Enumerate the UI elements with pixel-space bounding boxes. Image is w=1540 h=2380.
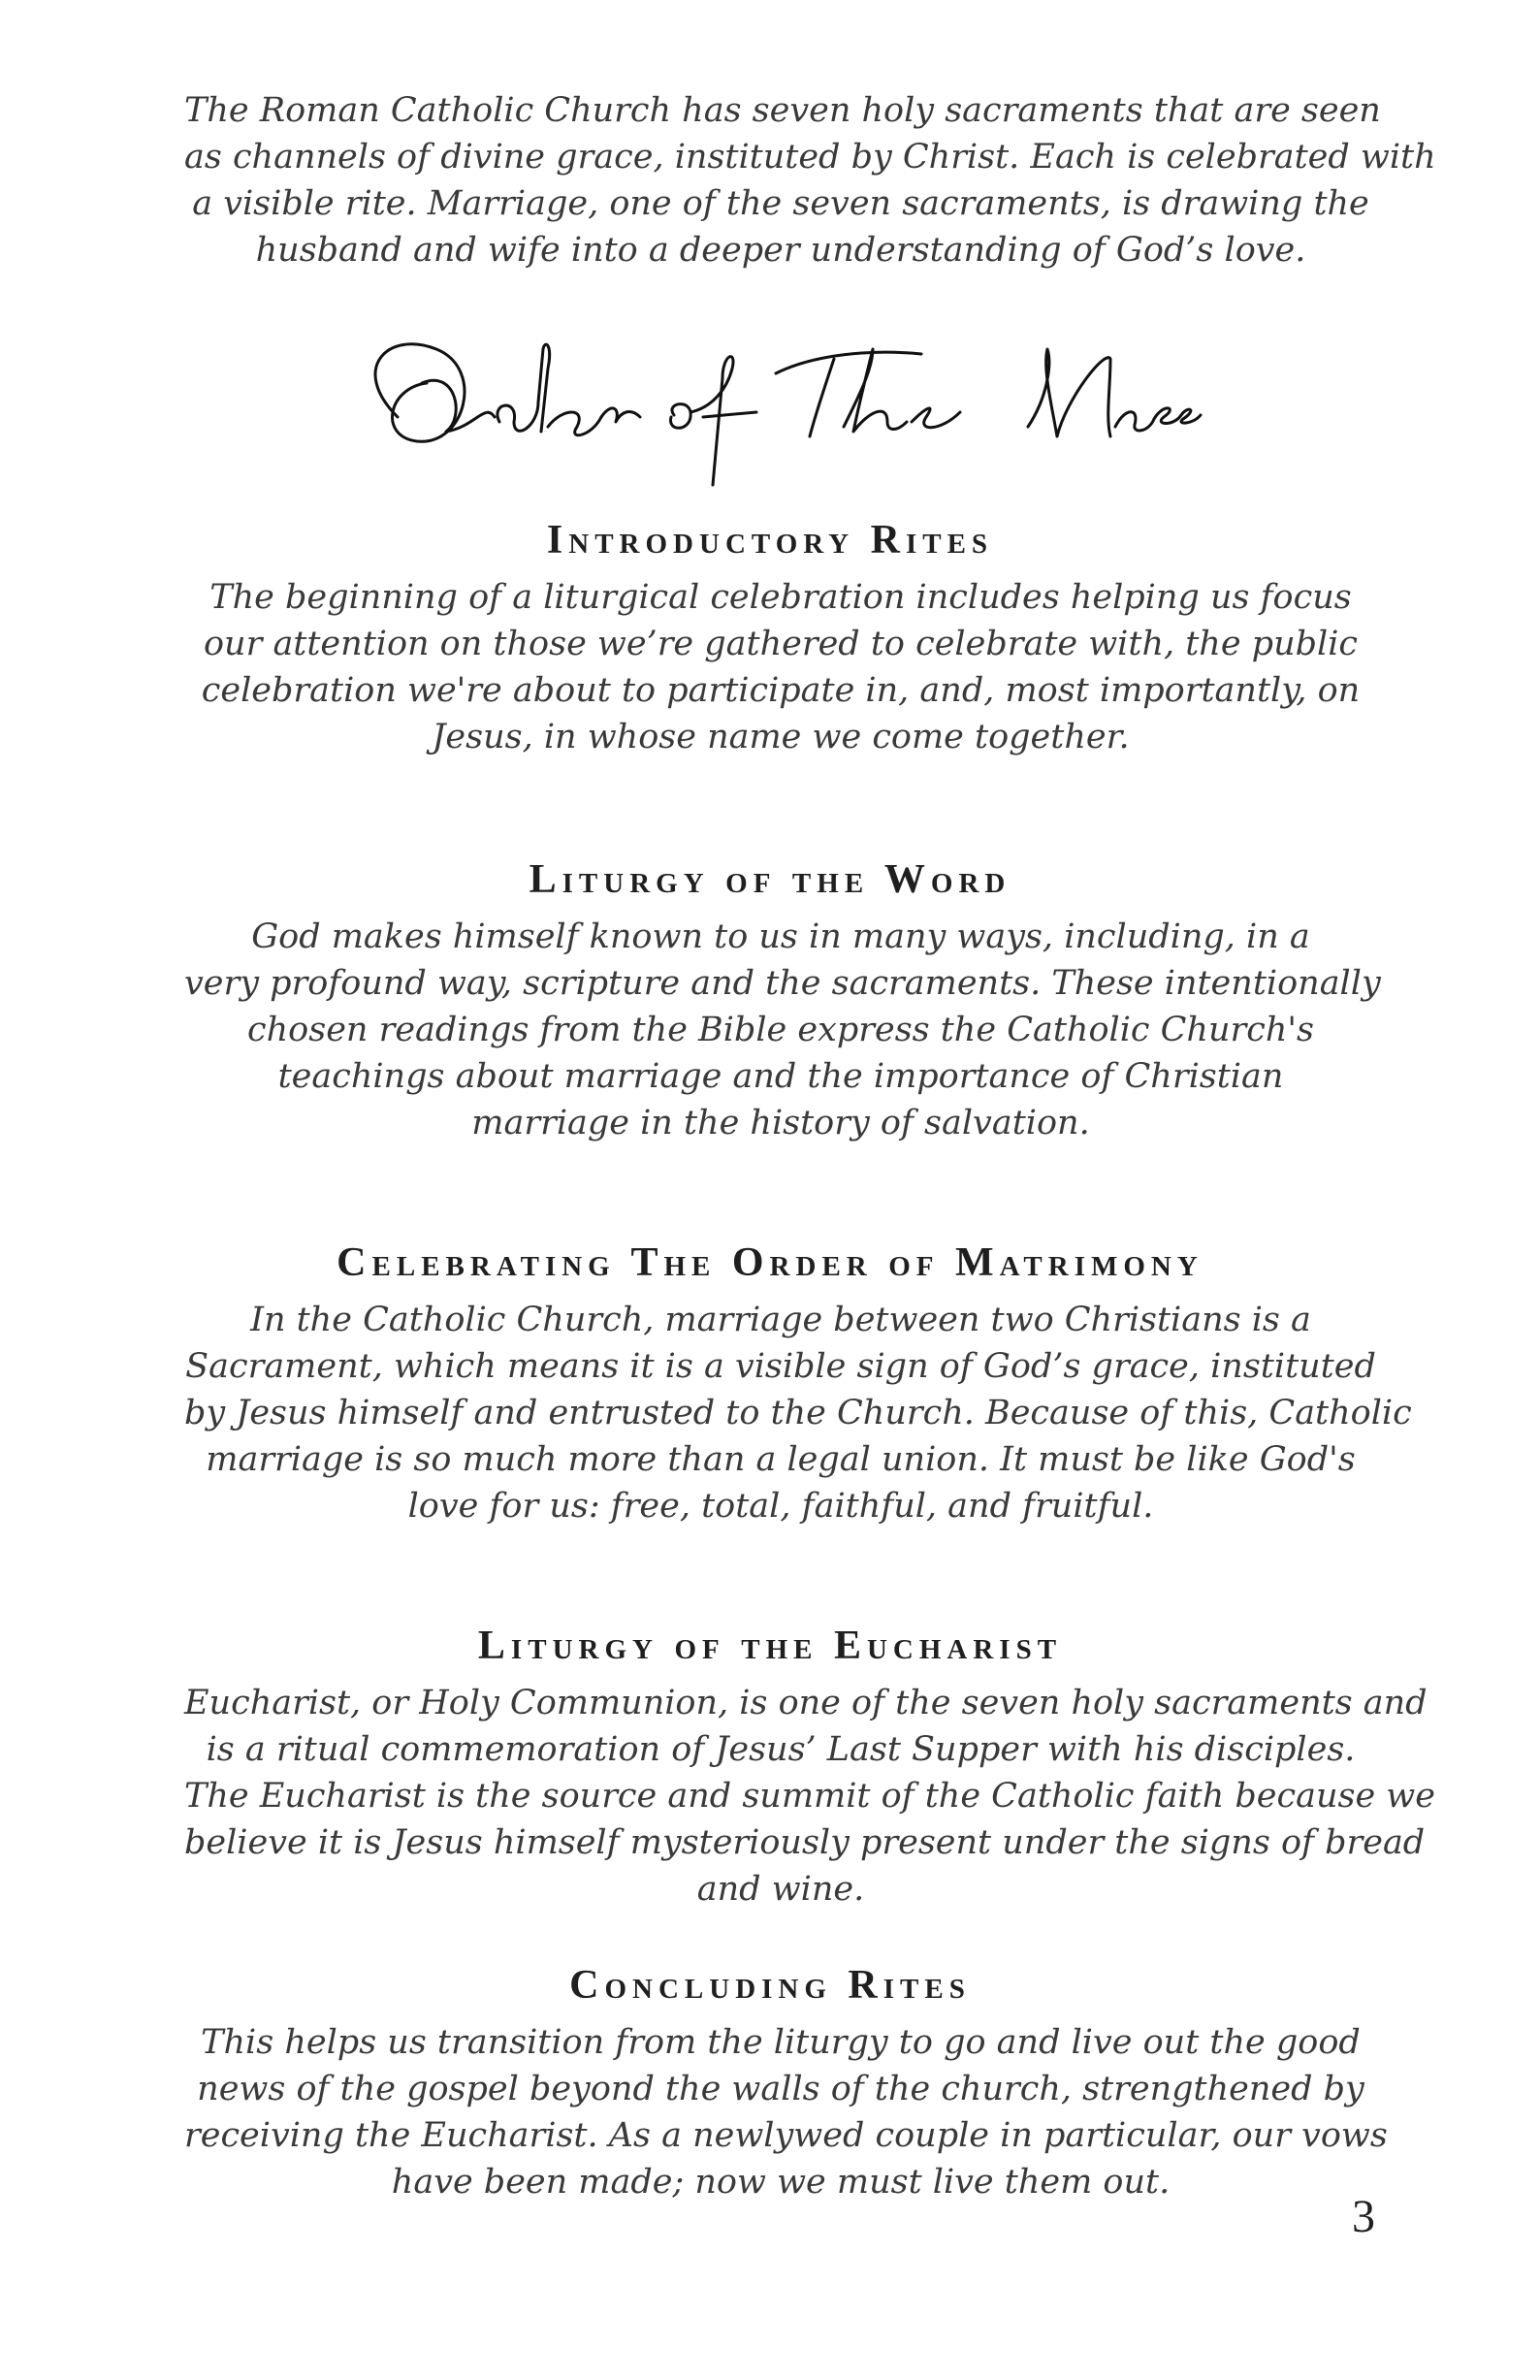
section-heading-celebrating-the-order-of-matrimony: Celebrating The Order of Matrimony bbox=[337, 1240, 1203, 1285]
paragraph-line: have been made; now we must live them out. bbox=[391, 2163, 1171, 2202]
section-heading-introductory-rites: Introductory Rites bbox=[546, 518, 994, 563]
paragraph-line: very profound way, scripture and the sacraments. These intentionally bbox=[184, 964, 1381, 1003]
paragraph-line: Sacrament, which means it is a visible sign of God’s grace, instituted bbox=[185, 1347, 1376, 1386]
paragraph-line: The Eucharist is the source and summit of the Catholic faith because we bbox=[184, 1777, 1435, 1816]
paragraph-line: The beginning of a liturgical celebration includes helping us focus bbox=[209, 578, 1352, 617]
paragraph-line: In the Catholic Church, marriage between two Christians is a bbox=[250, 1301, 1311, 1339]
paragraph-line: Jesus, in whose name we come together. bbox=[432, 718, 1130, 756]
intro-line: as channels of divine grace, instituted by Christ. Each is celebrated with bbox=[184, 138, 1436, 177]
paragraph-line: marriage in the history of salvation. bbox=[471, 1104, 1090, 1142]
paragraph-line: receiving the Eucharist. As a newlywed couple in particular, our vows bbox=[184, 2116, 1388, 2155]
intro-line: The Roman Catholic Church has seven holy sacraments that are seen bbox=[184, 91, 1381, 130]
paragraph-line: teachings about marriage and the importance of Christian bbox=[277, 1057, 1284, 1096]
paragraph-line: God makes himself known to us in many ways, including, in a bbox=[251, 917, 1310, 956]
paragraph-line: believe it is Jesus himself mysteriously present under the signs of bread bbox=[184, 1823, 1426, 1862]
section-heading-liturgy-of-the-word: Liturgy of the Word bbox=[529, 857, 1011, 902]
section-paragraph-introductory-rites bbox=[184, 574, 1377, 760]
section-paragraph-concluding-rites bbox=[184, 2019, 1388, 2205]
paragraph-line: news of the gospel beyond the walls of the church, strengthened by bbox=[197, 2070, 1364, 2108]
paragraph-line: chosen readings from the Bible express the Catholic Church's bbox=[247, 1011, 1314, 1049]
intro-line: a visible rite. Marriage, one of the seven sacraments, is drawing the bbox=[192, 184, 1369, 223]
intro-line: husband and wife into a deeper understanding of God’s love. bbox=[255, 231, 1306, 270]
paragraph-line: is a ritual commemoration of Jesus’ Last Supper with his disciples. bbox=[206, 1730, 1356, 1769]
section-paragraph-liturgy-of-the-word bbox=[184, 914, 1381, 1146]
paragraph-line: our attention on those we’re gathered to celebrate with, the public bbox=[203, 625, 1359, 663]
section-heading-concluding-rites: Concluding Rites bbox=[569, 1963, 971, 2008]
paragraph-line: This helps us transition from the liturgy to go and live out the good bbox=[201, 2023, 1361, 2062]
paragraph-line: love for us: free, total, faithful, and fruitful. bbox=[407, 1487, 1154, 1526]
intro-paragraph bbox=[184, 87, 1436, 273]
section-paragraph-celebrating-the-order-of-matrimony bbox=[184, 1297, 1412, 1529]
paragraph-line: marriage is so much more than a legal union. It must be like God's bbox=[206, 1440, 1356, 1479]
page-number: 3 bbox=[1352, 2191, 1375, 2242]
section-heading-liturgy-of-the-eucharist: Liturgy of the Eucharist bbox=[477, 1624, 1063, 1668]
paragraph-line: celebration we're about to participate in, and, most importantly, on bbox=[201, 671, 1361, 710]
order-of-the-mass-script-title bbox=[330, 310, 1203, 495]
section-paragraph-liturgy-of-the-eucharist bbox=[184, 1680, 1435, 1913]
paragraph-line: and wine. bbox=[696, 1870, 865, 1909]
paragraph-line: Eucharist, or Holy Communion, is one of the seven holy sacraments and bbox=[184, 1684, 1428, 1722]
paragraph-line: by Jesus himself and entrusted to the Church. Because of this, Catholic bbox=[184, 1394, 1412, 1432]
